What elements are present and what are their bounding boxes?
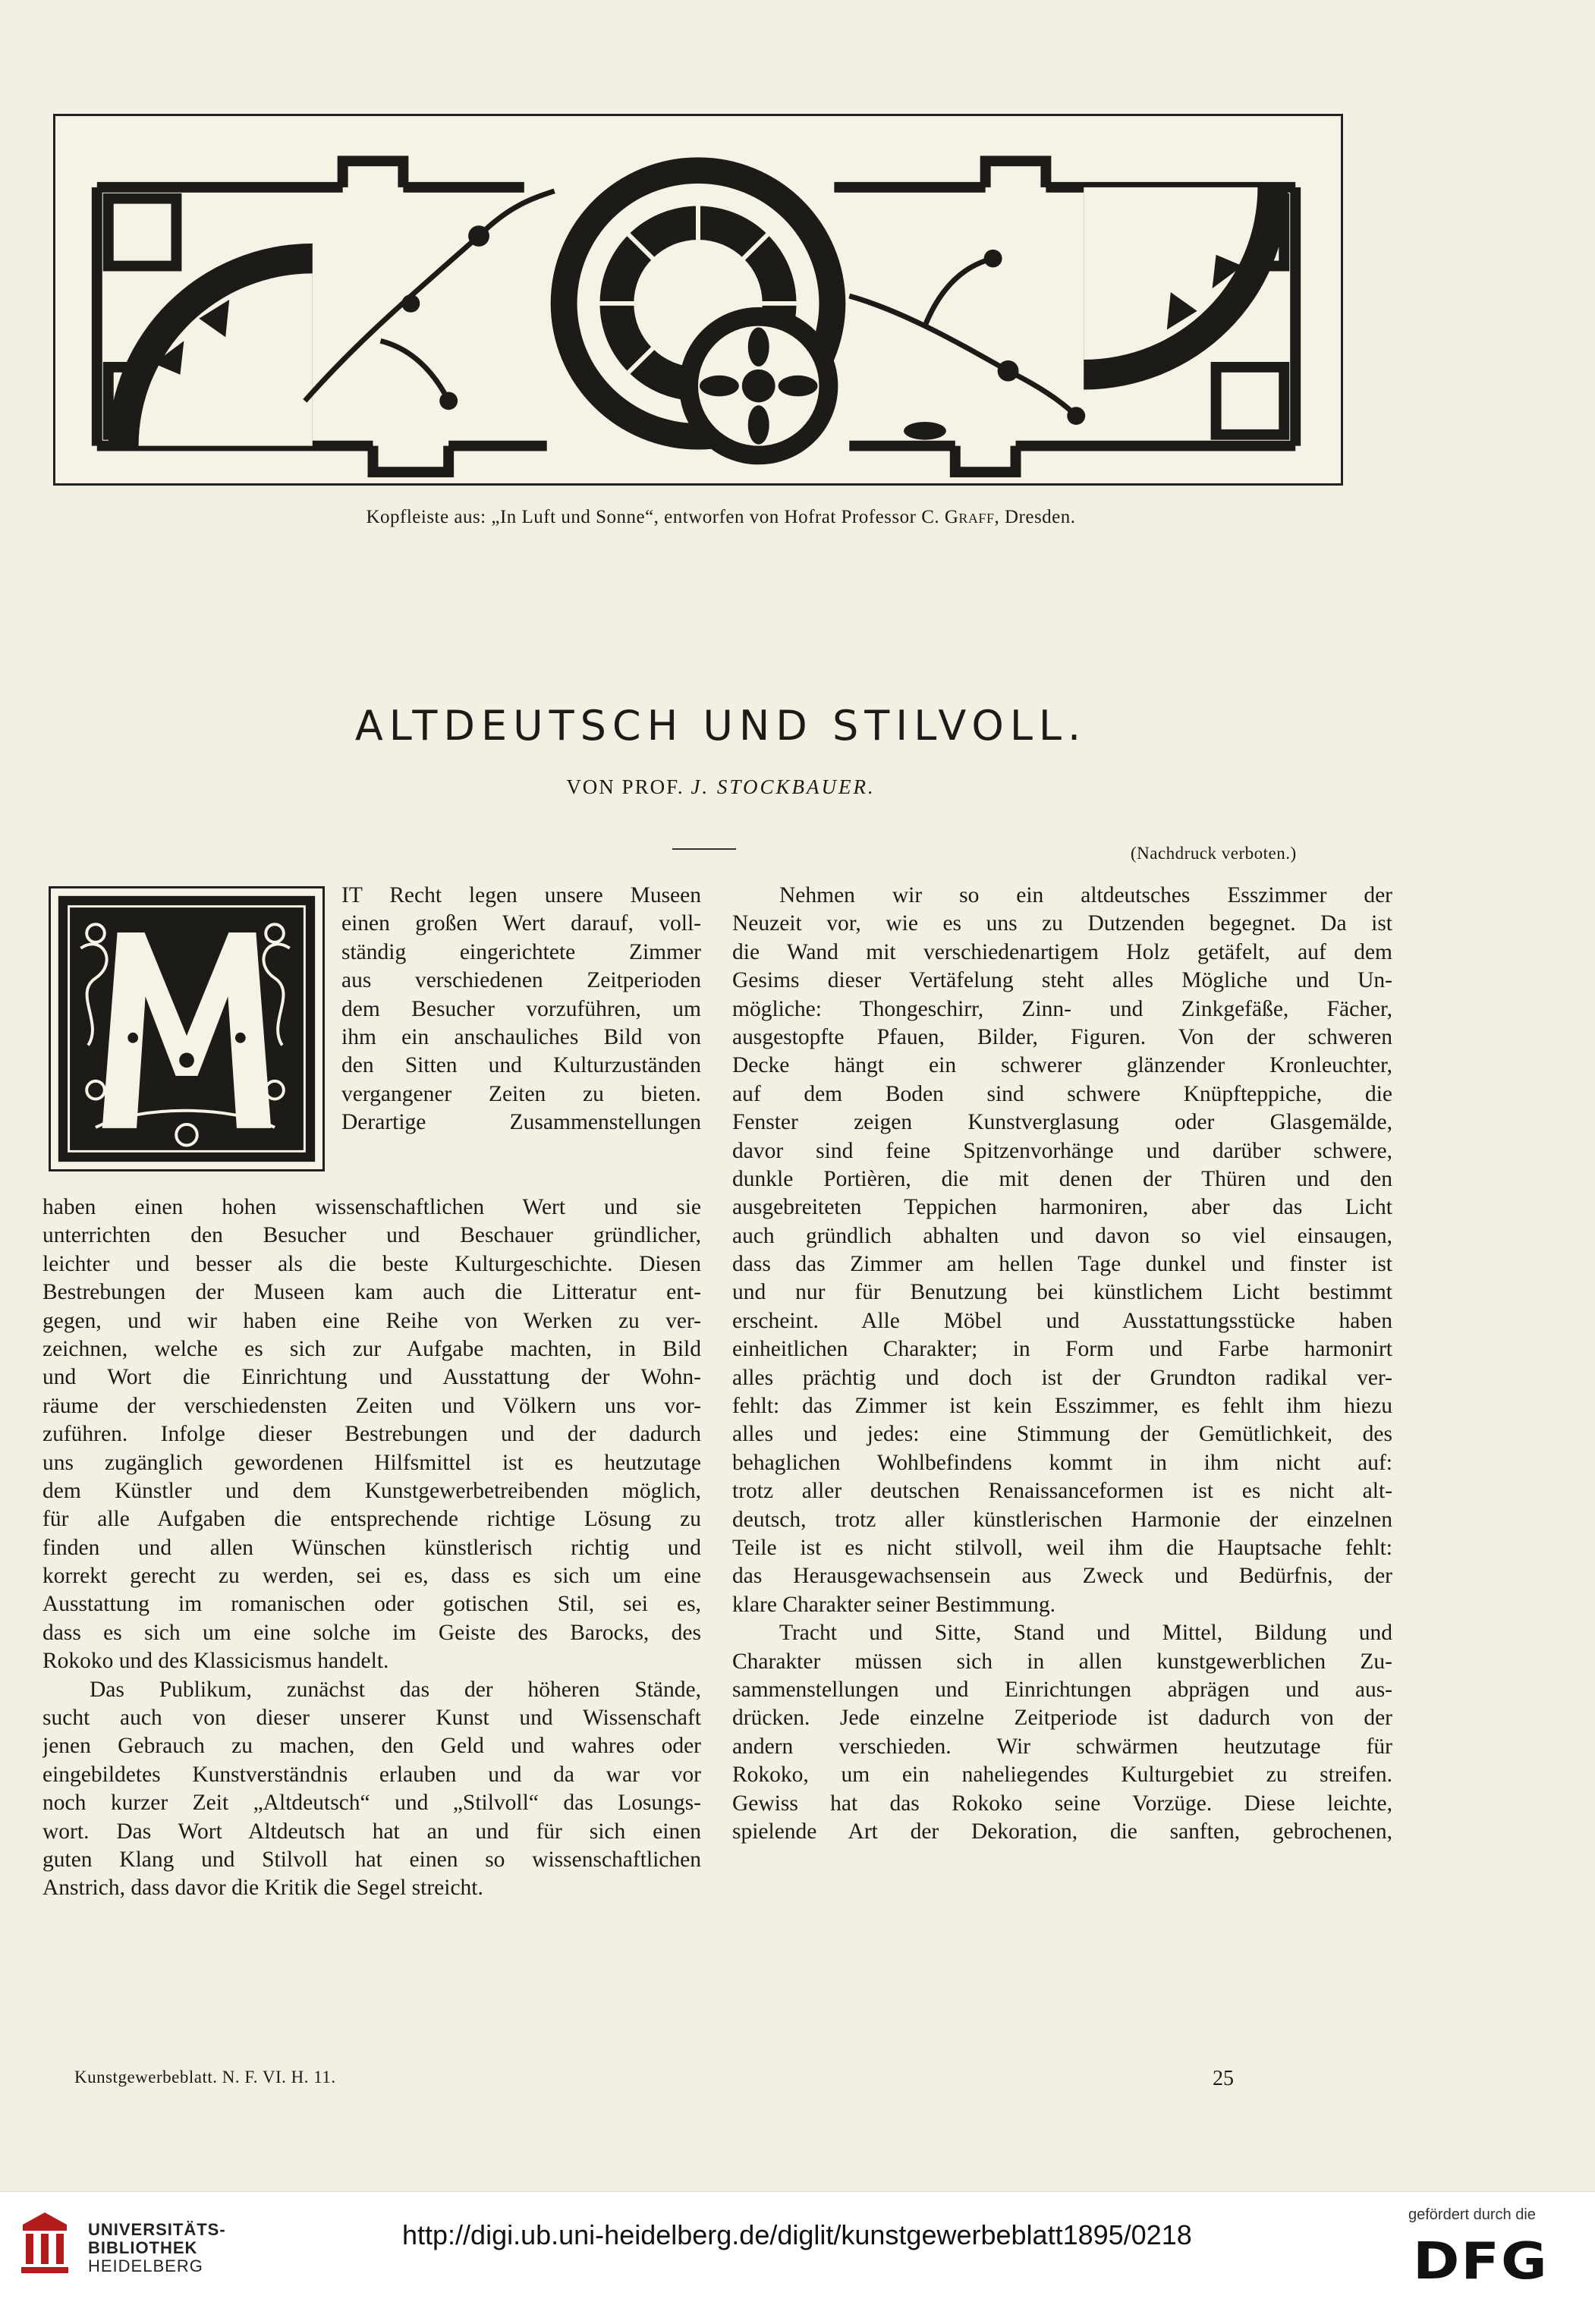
text-line: vergangener Zeiten zu bieten. bbox=[341, 1081, 701, 1106]
text-line: unterrichten den Besucher und Beschauer gründlicher, bbox=[42, 1223, 701, 1248]
text-line: deutsch, trotz aller künstlerischen Harmonie der einzelnen bbox=[732, 1507, 1392, 1532]
text-line: Gesims dieser Vertäfelung steht alles Mögliche und Un- bbox=[732, 968, 1392, 993]
text-line: alles und jedes: eine Stimmung der Gemütlichkeit, des bbox=[732, 1422, 1392, 1447]
text-line: Derartige Zusammenstellungen bbox=[341, 1110, 701, 1135]
text-line: ständig eingerichtete Zimmer bbox=[341, 939, 701, 964]
text-line: den Sitten und Kulturzuständen bbox=[341, 1053, 701, 1078]
text-line: räume der verschiedensten Zeiten und Völkern uns vor- bbox=[42, 1393, 701, 1418]
library-name-line: UNIVERSITÄTS- bbox=[88, 2220, 226, 2239]
university-library-name[interactable] bbox=[88, 2221, 226, 2275]
text-line: behaglichen Wohlbefindens kommt in ihm nicht auf: bbox=[732, 1450, 1392, 1475]
article-byline bbox=[0, 775, 1442, 799]
text-line: ausgestopfte Pfauen, Bilder, Figuren. Von der schweren bbox=[732, 1024, 1392, 1049]
text-line: gegen, und wir haben eine Reihe von Werken zu ver- bbox=[42, 1308, 701, 1333]
title-divider bbox=[672, 848, 736, 850]
text-line: drücken. Jede einzelne Zeitperiode ist dadurch von der bbox=[732, 1706, 1392, 1731]
text-line: einen großen Wert darauf, voll- bbox=[341, 911, 701, 936]
text-line: alles prächtig und doch ist der Grundton radikal ver- bbox=[732, 1365, 1392, 1390]
text-line: eingebildetes Kunstverständnis erlauben und da war vor bbox=[42, 1762, 701, 1787]
text-line: sucht auch von dieser unserer Kunst und Wissenschaft bbox=[42, 1706, 701, 1731]
byline-author: J. STOCKBAUER. bbox=[691, 775, 876, 798]
text-line: auf dem Boden sind schwere Knüpfteppiche, die bbox=[732, 1081, 1392, 1106]
text-line: dass es sich um eine solche im Geiste des Barocks, des bbox=[42, 1620, 701, 1645]
text-line: ihm ein anschauliches Bild von bbox=[341, 1024, 701, 1049]
text-line: dem Besucher vorzuführen, um bbox=[341, 996, 701, 1021]
text-line: Rokoko und des Klassicismus handelt. bbox=[42, 1649, 389, 1674]
text-line: Tracht und Sitte, Stand und Mittel, Bildung und bbox=[779, 1621, 1392, 1646]
text-line: auch gründlich abhalten und davon so viel einsaugen, bbox=[732, 1223, 1392, 1248]
text-line: Gewiss hat das Rokoko seine Vorzüge. Diese leichte, bbox=[732, 1791, 1392, 1816]
text-line: IT Recht legen unsere Museen bbox=[341, 883, 701, 907]
text-line: Fenster zeigen Kunstverglasung oder Glasgemälde, bbox=[732, 1110, 1392, 1135]
header-ornament bbox=[53, 114, 1343, 486]
text-line: erscheint. Alle Möbel und Ausstattungsstücke haben bbox=[732, 1308, 1392, 1333]
text-line: trotz aller deutschen Renaissanceformen ist es nicht alt- bbox=[732, 1479, 1392, 1504]
column-1-top bbox=[341, 882, 701, 1137]
text-line: korrekt gerecht zu werden, sei es, dass es sich um eine bbox=[42, 1564, 701, 1589]
text-line: dunkle Portièren, die mit denen der Thüren und den bbox=[732, 1166, 1392, 1191]
text-line: jenen Gebrauch zu machen, den Geld und wahres oder bbox=[42, 1734, 701, 1759]
library-name-line: BIBLIOTHEK bbox=[88, 2238, 198, 2257]
column-2-body bbox=[732, 882, 1392, 1846]
text-line: mögliche: Thongeschirr, Zinn- und Zinkgefäße, Fächer, bbox=[732, 996, 1392, 1021]
text-line: klare Charakter seiner Bestimmung. bbox=[732, 1592, 1055, 1617]
text-line: spielende Art der Dekoration, die sanften, gebrochenen, bbox=[732, 1819, 1392, 1844]
ornament-caption bbox=[0, 507, 1442, 528]
university-library-logo-icon[interactable] bbox=[20, 2209, 70, 2276]
text-line: Anstrich, dass davor die Kritik die Segel streicht. bbox=[42, 1876, 483, 1901]
viewer-bottom-bar bbox=[0, 2191, 1595, 2324]
text-line: haben einen hohen wissenschaftlichen Wert und sie bbox=[42, 1195, 701, 1219]
text-line: andern verschieden. Wir schwärmen heutzutage für bbox=[732, 1734, 1392, 1759]
text-line: zuführen. Infolge dieser Bestrebungen und der dadurch bbox=[42, 1422, 701, 1447]
text-line: leichter und besser als die beste Kulturgeschichte. Diesen bbox=[42, 1251, 701, 1276]
text-line: Charakter müssen sich in allen kunstgewerblichen Zu- bbox=[732, 1649, 1392, 1674]
caption-prefix: Kopfleiste aus: „In Luft und Sonne“, entworfen von Hofrat Professor C. bbox=[366, 507, 940, 527]
text-line: Rokoko, um ein naheliegendes Kulturgebiet zu streifen. bbox=[732, 1763, 1392, 1788]
text-line: Neuzeit vor, wie es uns zu Dutzenden begegnet. Da ist bbox=[732, 911, 1392, 936]
text-line: Teile ist es nicht stilvoll, weil ihm die Hauptsache fehlt: bbox=[732, 1535, 1392, 1560]
library-name-line: HEIDELBERG bbox=[88, 2256, 203, 2275]
text-line: zeichnen, welche es sich zur Aufgabe machten, in Bild bbox=[42, 1336, 701, 1361]
page-number: 25 bbox=[1213, 2067, 1234, 2090]
text-line: Decke hängt ein schwerer glänzender Kronleuchter, bbox=[732, 1053, 1392, 1078]
text-line: guten Klang und Stilvoll hat einen so wissenschaftlichen bbox=[42, 1847, 701, 1872]
article-title: ALTDEUTSCH UND STILVOLL. bbox=[354, 702, 1087, 750]
text-line: dass das Zimmer am hellen Tage dunkel und finster ist bbox=[732, 1252, 1392, 1277]
text-line: Nehmen wir so ein altdeutsches Esszimmer der bbox=[779, 883, 1392, 907]
text-line: einheitlichen Charakter; in Form und Farbe harmonirt bbox=[732, 1337, 1392, 1362]
text-line: noch kurzer Zeit „Altdeutsch“ und „Stilvoll“ das Losungs- bbox=[42, 1791, 701, 1816]
caption-suffix: , Dresden. bbox=[994, 507, 1076, 527]
text-line: Ausstattung im romanischen oder gotischen Stil, sei es, bbox=[42, 1592, 701, 1617]
text-line: dem Künstler und dem Kunstgewerbetreibenden möglich, bbox=[42, 1478, 701, 1503]
permalink-url[interactable]: http://digi.ub.uni-heidelberg.de/diglit/kunstgewerbeblatt1895/0218 bbox=[402, 2219, 1192, 2250]
column-1-body bbox=[42, 1193, 701, 1903]
funder-text: gefördert durch die bbox=[1408, 2206, 1536, 2223]
text-line: uns zugänglich gewordenen Hilfsmittel ist es heutzutage bbox=[42, 1450, 701, 1475]
text-line: und Wort die Einrichtung und Ausstattung der Wohn- bbox=[42, 1365, 701, 1390]
text-line: finden und allen Wünschen künstlerisch richtig und bbox=[42, 1535, 701, 1560]
text-line: wort. Das Wort Altdeutsch hat an und für sich einen bbox=[42, 1819, 701, 1844]
journal-footer: Kunstgewerbeblatt. N. F. VI. H. 11. bbox=[74, 2068, 336, 2087]
text-line: ausgebreiteten Teppichen harmoniren, aber das Licht bbox=[732, 1195, 1392, 1220]
reprint-notice: (Nachdruck verboten.) bbox=[1131, 844, 1297, 863]
drop-cap-initial bbox=[49, 886, 325, 1171]
text-line: Das Publikum, zunächst das der höheren Stände, bbox=[90, 1677, 701, 1702]
text-line: sammenstellungen und Einrichtungen abprägen und aus- bbox=[732, 1677, 1392, 1702]
text-line: davor sind feine Spitzenvorhänge und darüber schwere, bbox=[732, 1138, 1392, 1163]
byline-prefix: VON PROF. bbox=[566, 775, 684, 798]
text-line: die Wand mit verschiedenartigem Holz getäfelt, auf dem bbox=[732, 939, 1392, 964]
caption-designer-name: Graff bbox=[944, 507, 995, 527]
text-line: Bestrebungen der Museen kam auch die Litteratur ent- bbox=[42, 1280, 701, 1305]
text-line: und nur für Benutzung bei künstlichem Licht bestimmt bbox=[732, 1280, 1392, 1305]
dfg-logo[interactable]: DFG bbox=[1413, 2232, 1549, 2291]
text-line: für alle Aufgaben die entsprechende richtige Lösung zu bbox=[42, 1507, 701, 1532]
text-line: aus verschiedenen Zeitperioden bbox=[341, 968, 701, 993]
text-line: das Herausgewachsensein aus Zweck und Bedürfnis, der bbox=[732, 1564, 1392, 1589]
text-line: fehlt: das Zimmer ist kein Esszimmer, es fehlt ihm hiezu bbox=[732, 1394, 1392, 1419]
